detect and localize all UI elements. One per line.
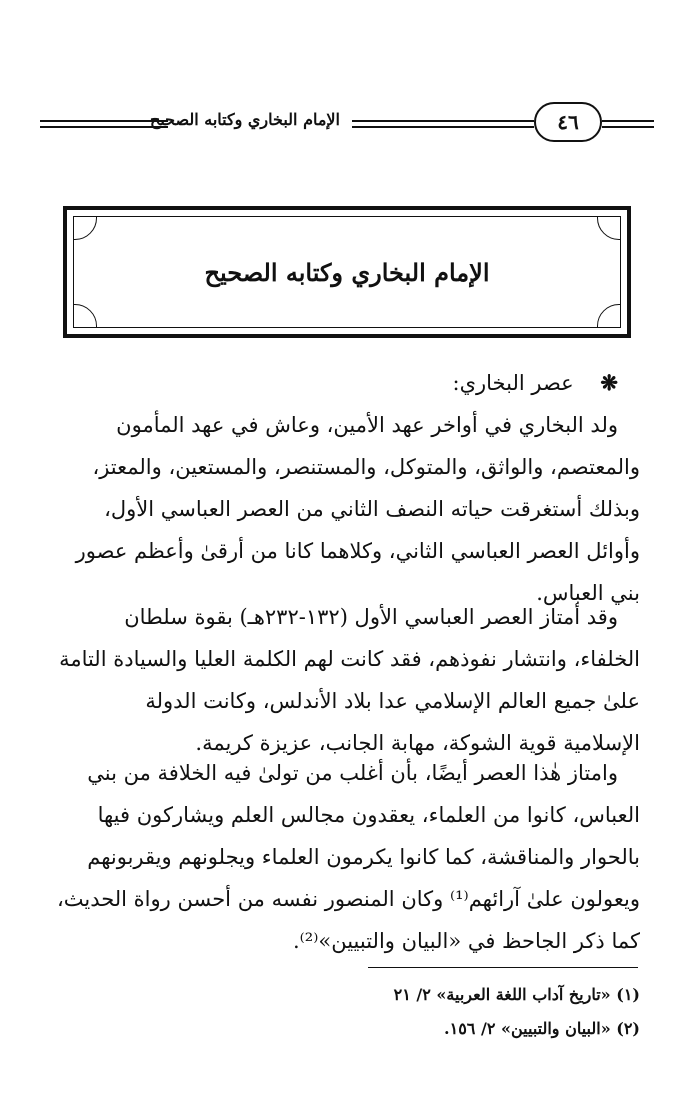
header-rule-right-top: [602, 120, 654, 122]
paragraph-1: [55, 404, 640, 614]
running-header: [40, 98, 660, 146]
header-rule-middle-bottom: [352, 126, 534, 128]
text-line: وبذلك أستغرقت حياته النصف الثاني من العصر العباسي الأول،: [104, 497, 640, 521]
running-title: الإمام البخاري وكتابه الصحيح: [150, 110, 340, 129]
text-line: وأوائل العصر العباسي الثاني، وكلاهما كانا من أرقىٰ وأعظم عصور: [75, 539, 640, 563]
chapter-title: الإمام البخاري وكتابه الصحيح: [204, 257, 490, 287]
text-line: الإسلامية قوية الشوكة، مهابة الجانب، عزيزة كريمة.: [195, 731, 640, 755]
header-rule-left-bottom: [40, 126, 168, 128]
section-heading-text: عصر البخاري:: [452, 371, 574, 395]
footnote-2: (٢) «البيان والتبيين» ٢/ ١٥٦.: [444, 1019, 640, 1038]
text-line: وقد أمتاز العصر العباسي الأول (١٣٢-٢٣٢هـ) بقوة سلطان: [124, 605, 618, 629]
text-line: علىٰ جميع العالم الإسلامي عدا بلاد الأندلس، وكانت الدولة: [145, 689, 640, 713]
text-line: العباس، كانوا من العلماء، يعقدون مجالس العلم ويشاركون فيها: [97, 803, 640, 827]
text-line: ويعولون علىٰ آرائهم⁽¹⁾ وكان المنصور نفسه من أحسن رواة الحديث،: [56, 887, 640, 911]
header-rule-right-bottom: [602, 126, 654, 128]
text-line: بالحوار والمناقشة، كما كانوا يكرمون العلماء ويجلونهم ويقربونهم: [87, 845, 640, 869]
text-line: بني العباس.: [536, 581, 640, 605]
heading-line: [55, 362, 640, 404]
footnote-separator: [368, 967, 638, 968]
footnotes: [300, 978, 640, 1046]
text-line: والمعتصم، والواثق، والمتوكل، والمستنصر، والمستعين، والمعتز،: [92, 455, 640, 479]
chapter-title-frame: [63, 206, 631, 338]
footnote-1: (١) «تاريخ آداب اللغة العربية» ٢/ ٢١: [393, 985, 640, 1004]
text-line: ولد البخاري في أواخر عهد الأمين، وعاش في عهد المأمون: [116, 413, 618, 437]
paragraph-2: [55, 596, 640, 764]
header-rule-middle-top: [352, 120, 534, 122]
text-line: الخلفاء، وانتشار نفوذهم، فقد كانت لهم الكلمة العليا والسيادة التامة: [59, 647, 640, 671]
text-line: كما ذكر الجاحظ في «البيان والتبيين»⁽²⁾.: [292, 929, 640, 953]
section-heading: [55, 362, 640, 404]
header-rule-left-top: [40, 120, 168, 122]
bullet-ornament-icon: ❋: [600, 370, 618, 395]
paragraph-3: [55, 752, 640, 962]
text-line: وامتاز هٰذا العصر أيضًا، بأن أغلب من تولىٰ فيه الخلافة من بني: [87, 761, 618, 785]
page-number: ٤٦: [534, 102, 602, 142]
